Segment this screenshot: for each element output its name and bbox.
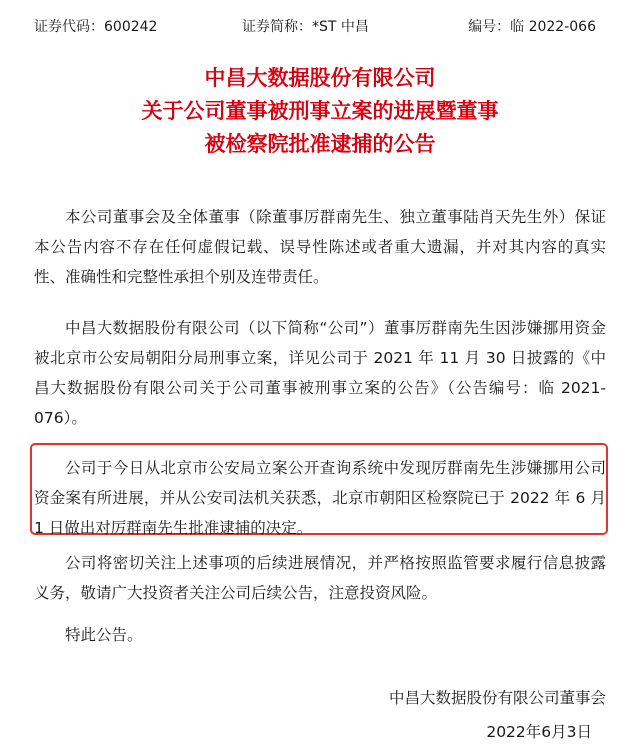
stock-short-name: 证券简称：*ST 中昌 <box>242 19 369 35</box>
announcement-number: 编号：临 2022-066 <box>468 19 596 35</box>
announcement-title <box>0 62 640 161</box>
signature-date: 2022年6月3日 <box>486 723 592 741</box>
stock-code: 证券代码：600242 <box>34 19 158 35</box>
disclaimer-paragraph: 本公司董事会及全体董事（除董事厉群南先生、独立董事陆肖天先生外）保证本公告内容不存在任何虚假记载、误导性陈述或者重大遗漏，并对其内容的真实性、准确性和完整性承担个别及连带责任。 <box>34 208 606 286</box>
signature-company: 中昌大数据股份有限公司董事会 <box>388 689 606 707</box>
document-header <box>0 14 640 38</box>
title-line-2: 关于公司董事被刑事立案的进展暨董事 <box>141 99 499 123</box>
progress-paragraph: 公司于今日从北京市公安局立案公开查询系统中发现厉群南先生涉嫌挪用公司资金案有所进展，并从公安司法机关获悉，北京市朝阳区检察院已于 2022 年 6 月 1 日做出对厉群南先生批准逮捕的决定。 <box>34 459 606 537</box>
title-line-1: 中昌大数据股份有限公司 <box>204 66 436 90</box>
background-paragraph: 中昌大数据股份有限公司（以下简称“公司”）董事厉群南先生因涉嫌挪用资金被北京市公安局朝阳分局刑事立案，详见公司于 2021 年 11 月 30 日披露的《中昌大数据股份有限公司关于公司董事被刑事立案的公告》（公告编号：临 2021-076）。 <box>34 319 606 427</box>
risk-notice-paragraph: 公司将密切关注上述事项的后续进展情况，并严格按照监管要求履行信息披露义务，敬请广大投资者关注公司后续公告，注意投资风险。 <box>34 554 606 602</box>
closing-paragraph: 特此公告。 <box>65 626 143 644</box>
title-line-3: 被检察院批准逮捕的公告 <box>204 132 436 156</box>
